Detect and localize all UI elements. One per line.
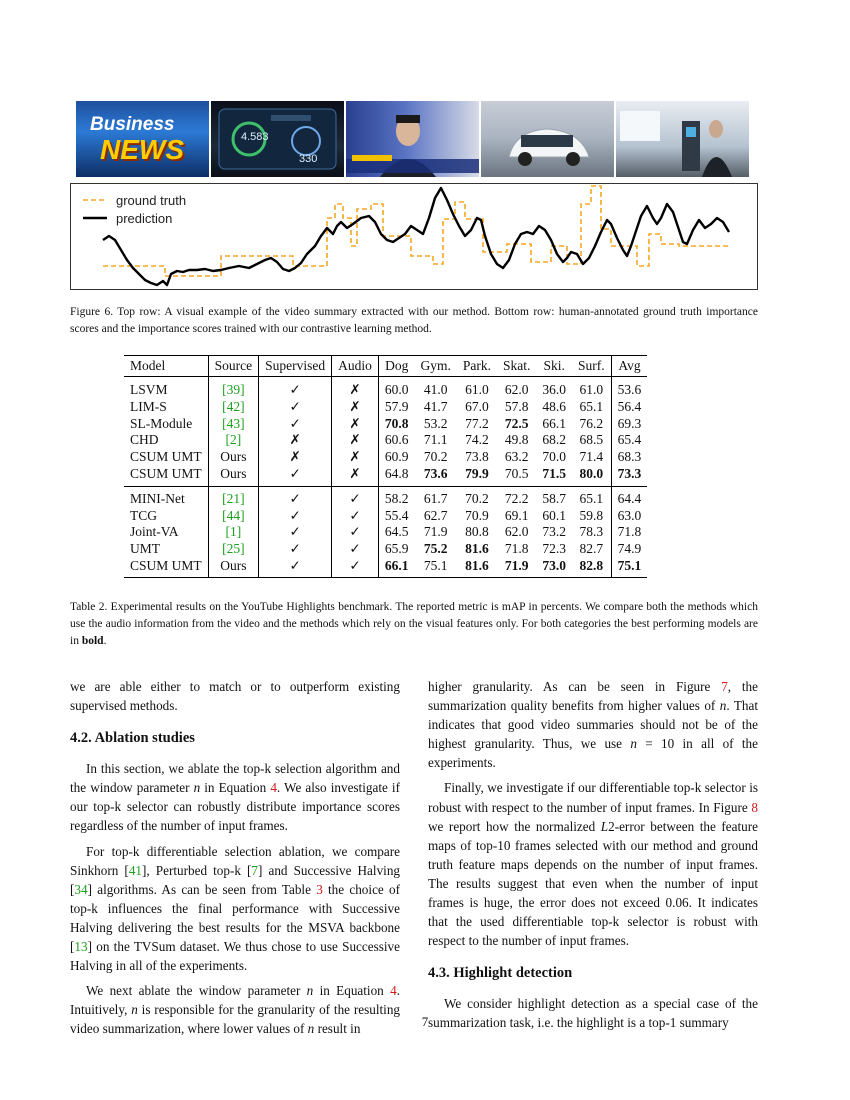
citation-link[interactable]: 7 [251,862,259,878]
col-avg: Avg [611,356,647,377]
paragraph: In this section, we ablate the top-k selection algorithm and the window parameter n in Equation 4. We also investigate if our top-k selector can robustly distribute importance scores regardless of the number of input frames. [70,761,400,834]
cell-value: 66.1 [378,558,414,577]
cell-value: 71.9 [423,524,448,540]
cell-value: 69.1 [504,507,529,523]
cell-audio: ✗ [332,449,379,466]
legend-prediction: prediction [116,211,173,226]
table-group-visual [124,377,647,487]
dashboard-value-2: 330 [299,153,318,165]
cell-value: 82.8 [579,557,604,573]
cell-source[interactable]: [25] [208,541,259,558]
cell-value: 63.0 [611,508,647,525]
cell-value: 75.1 [423,557,448,573]
cell-value: 70.9 [465,507,489,523]
cell-value: 74.9 [611,541,647,558]
cell-value: 36.0 [542,382,567,397]
table-caption-text: Table 2. Experimental results on the YouTube Highlights benchmark. The reported metric is mAP in percents. We compare both the methods which use the audio information from the video and the methods which rely on the visual features only. For both categories the best performing models are in [70,601,758,647]
cell-model: LIM-S [130,398,167,414]
cell-model: UMT [130,541,160,557]
cell-value: 61.0 [465,382,489,397]
cell-value: 68.5 [579,432,604,448]
cell-value: 65.1 [579,398,604,414]
page-number: 7 [421,1014,429,1029]
cell-value: 71.9 [504,557,529,573]
left-text-column [70,677,400,1039]
col-surf: Surf. [578,358,605,373]
video-summary-thumbnails [76,101,749,177]
cell-value: 65.1 [579,490,604,506]
table-caption-bold: bold [81,635,104,647]
col-gym: Gym. [420,358,451,373]
cell-value: 68.2 [542,432,567,448]
cell-value: 62.0 [504,524,529,540]
cell-audio: ✗ [332,399,379,416]
table-2-caption [70,599,758,650]
paragraph: For top-k differentiable selection ablation, we compare Sinkhorn [41], Perturbed top-k [7] and Successive Halving [34] algorithms. As can be seen from Table 3 the choice of top-k influences the final performance with Successive Halving delivering the best results for the MSVA backbone [13] on the TVSum dataset. We thus chose to use Successive Halving in all of the experiments. [70,843,401,974]
cell-supervised: ✓ [259,399,332,416]
cell-source: Ours [208,449,259,466]
equation-link[interactable]: 4 [390,983,397,999]
cell-source[interactable]: [42] [208,399,259,416]
cell-value: 59.8 [579,507,604,523]
col-source: Source [208,356,259,377]
cell-value: 56.4 [611,399,647,416]
cell-audio: ✓ [332,486,379,507]
charging-station-frame [616,101,749,177]
cell-value: 58.2 [378,486,414,507]
cell-value: 67.0 [465,398,489,414]
cell-value: 61.7 [423,490,448,506]
paragraph: We consider highlight detection as a special case of the summarization task, i.e. the highlight is a top-1 summary [428,996,758,1031]
cell-value: 64.5 [378,524,414,541]
business-news-frame [76,101,209,177]
dashboard-graphic [211,101,344,177]
section-heading-highlight: 4.3. Highlight detection [428,965,573,982]
cell-model: LSVM [130,382,168,397]
paragraph: we are able either to match or to outperform existing supervised methods. [70,679,400,714]
table-row [124,377,647,399]
cell-value: 69.3 [611,416,647,433]
cell-value: 79.9 [465,465,489,481]
cell-value: 72.5 [504,415,529,431]
car-show-frame [481,101,614,177]
cell-value: 75.2 [423,541,448,557]
importance-score-plot [70,183,758,290]
cell-value: 71.8 [504,541,529,557]
col-park: Park. [462,358,492,373]
cell-supervised: ✓ [259,377,332,399]
table-row [124,449,647,466]
cell-value: 60.0 [378,377,414,399]
cell-value: 65.9 [378,541,414,558]
cell-value: 70.2 [423,449,448,465]
results-table [124,355,647,578]
cell-source: Ours [208,558,259,577]
cell-value: 70.0 [542,449,567,465]
right-text-column [428,677,758,1033]
col-skat: Skat. [503,358,531,373]
cell-model: TCG [130,507,157,523]
citation-link[interactable]: 34 [74,881,88,897]
cell-value: 57.9 [378,399,414,416]
cell-value: 41.7 [423,398,448,414]
table-row [124,432,647,449]
cell-supervised: ✓ [259,486,332,507]
cell-value: 60.1 [542,507,567,523]
dashboard-value: 4.583 [241,131,269,143]
news-logo-text: Business NEWS [90,114,184,165]
cell-value: 58.7 [542,490,567,506]
plot-legend [83,193,186,226]
paragraph: higher granularity. As can be seen in Figure 7, the summarization quality benefits from higher values of n. That indicates that good video summaries should not be of the highest granularity. Thus, we use n = 10 in all of the experiments. [428,679,758,771]
col-model: Model [130,358,166,373]
figure-link[interactable]: 7 [721,679,728,694]
cell-value: 48.6 [542,398,567,414]
cell-value: 53.2 [423,415,448,431]
cell-value: 72.2 [504,490,529,506]
cell-value: 70.5 [504,465,529,481]
cell-source[interactable]: [43] [208,416,259,433]
cell-value: 57.8 [504,398,529,414]
cell-source[interactable]: [39] [208,377,259,399]
cell-value: 78.3 [579,524,604,540]
cell-audio: ✗ [332,377,379,399]
cell-value: 73.3 [611,466,647,486]
citation-link[interactable]: 41 [128,862,143,878]
cell-supervised: ✗ [259,449,332,466]
cell-value: 41.0 [423,382,448,397]
cell-value: 74.2 [465,432,489,448]
cell-value: 49.8 [504,432,529,448]
prediction-line [103,188,729,285]
cell-source[interactable]: [2] [208,432,259,449]
cell-supervised: ✓ [259,558,332,577]
cell-value: 75.1 [611,558,647,577]
cell-audio: ✓ [332,508,379,525]
cell-source[interactable]: [1] [208,524,259,541]
cell-value: 66.1 [542,415,567,431]
figure-6-caption: Figure 6. Top row: A visual example of the video summary extracted with our method. Bottom row: human-annotated ground truth importance scores and the importance scores trained with our contrastive learning method. [70,306,758,335]
cell-supervised: ✓ [259,524,332,541]
col-audio: Audio [332,356,379,377]
cell-value: 73.8 [465,449,489,465]
table-row [124,541,647,558]
table-row [124,524,647,541]
car-graphic [481,101,614,177]
cell-supervised: ✗ [259,432,332,449]
table-link[interactable]: 3 [316,881,323,897]
cell-value: 65.4 [611,432,647,449]
cell-value: 71.1 [423,432,448,448]
cell-supervised: ✓ [259,508,332,525]
cell-audio: ✓ [332,541,379,558]
charging-graphic [616,101,749,177]
table-row [124,416,647,433]
cell-value: 73.6 [423,465,448,481]
cell-value: 71.5 [542,465,567,481]
cell-source: Ours [208,466,259,486]
paragraph: Finally, we investigate if our differentiable top-k selector is robust with respect to the number of input frames. In Figure 8 we report how the normalized L2-error between the feature maps of top-10 frames selected with our method and ground truth feature maps depends on the number of input frames. The results suggest that even when the number of input frames is huge, the error does not exceed 0.06. It indicates that the used differentiable top-k selector is robust with respect to the number of input frames. [428,780,758,949]
cell-value: 70.2 [465,490,489,506]
cell-value: 72.3 [542,541,567,557]
plot-canvas [71,184,757,289]
cell-audio: ✓ [332,558,379,577]
cell-value: 68.3 [611,449,647,466]
cell-value: 61.0 [579,382,604,397]
reporter-interview-frame [346,101,479,177]
col-dog: Dog [378,356,414,377]
cell-model: CSUM UMT [130,557,202,573]
cell-value: 62.0 [504,382,529,397]
table-row [124,466,647,486]
cell-value: 81.6 [465,541,489,557]
cell-value: 71.4 [579,449,604,465]
table-group-audio [124,486,647,577]
citation-link[interactable]: 13 [74,939,88,955]
cell-supervised: ✓ [259,416,332,433]
figure-link[interactable]: 8 [751,799,758,815]
cell-supervised: ✓ [259,541,332,558]
cell-value: 73.0 [542,557,567,573]
cell-value: 71.8 [611,524,647,541]
paragraph: We next ablate the window parameter n in Equation 4. Intuitively, n is responsible for the granularity of the resulting video summarization, where lower values of n result in [70,983,401,1037]
cell-audio: ✗ [332,432,379,449]
cell-value: 55.4 [378,508,414,525]
col-supervised: Supervised [259,356,332,377]
cell-model: CSUM UMT [130,465,202,481]
car-dashboard-frame [211,101,344,177]
cell-source[interactable]: [44] [208,508,259,525]
cell-value: 80.8 [465,524,489,540]
table-caption-end: . [103,635,107,647]
cell-value: 62.7 [423,507,448,523]
cell-value: 60.9 [378,449,414,466]
cell-value: 53.6 [611,377,647,399]
section-heading-ablation: 4.2. Ablation studies [70,730,195,747]
cell-value: 64.4 [611,486,647,507]
cell-value: 73.2 [542,524,567,540]
cell-audio: ✓ [332,524,379,541]
cell-audio: ✗ [332,466,379,486]
table-header-row [124,356,647,377]
table-row [124,486,647,507]
cell-model: CSUM UMT [130,449,202,465]
cell-value: 60.6 [378,432,414,449]
table-row [124,508,647,525]
table-row [124,558,647,577]
cell-value: 80.0 [579,465,604,481]
cell-value: 64.8 [378,466,414,486]
cell-value: 77.2 [465,415,489,431]
cell-audio: ✗ [332,416,379,433]
cell-value: 76.2 [579,415,604,431]
cell-value: 63.2 [504,449,529,465]
cell-model: SL-Module [130,415,193,431]
col-ski: Ski. [543,358,565,373]
cell-source[interactable]: [21] [208,486,259,507]
cell-supervised: ✓ [259,466,332,486]
cell-value: 81.6 [465,557,489,573]
cell-value: 82.7 [579,541,604,557]
cell-value: 70.8 [378,416,414,433]
table-row [124,399,647,416]
legend-ground-truth: ground truth [116,193,187,208]
cell-model: Joint-VA [130,524,179,540]
cell-model: MINI-Net [130,490,185,506]
equation-link[interactable]: 4 [270,780,277,796]
cell-model: CHD [130,432,159,448]
reporter-graphic [346,101,479,177]
